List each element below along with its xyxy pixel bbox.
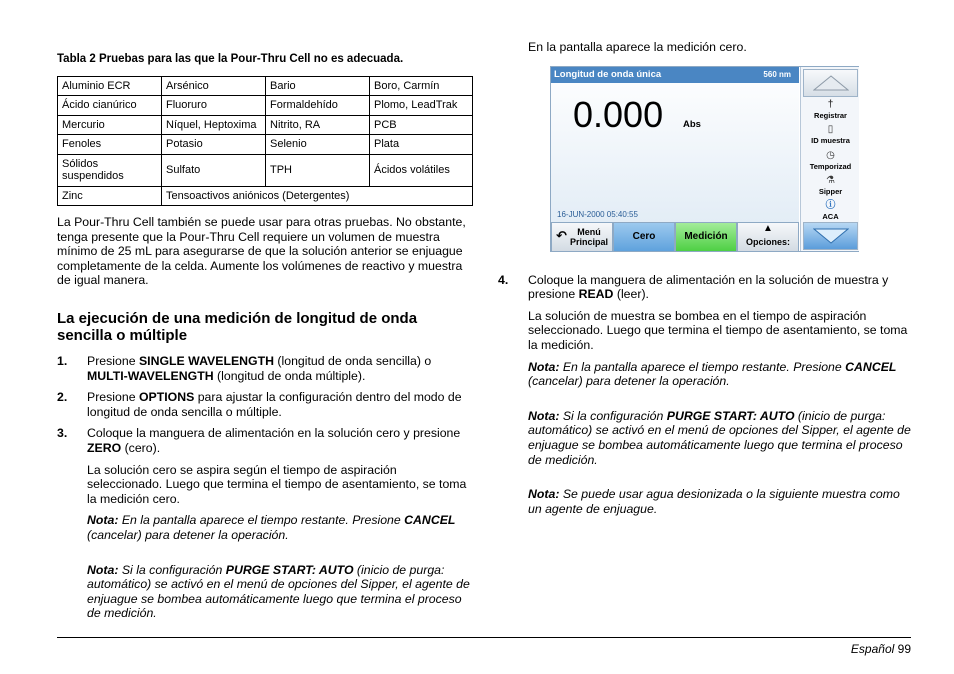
measurement-area [551,67,799,222]
note-purge [498,409,914,467]
step-text: Presione [87,390,139,405]
bottom-toolbar [551,222,799,252]
note-water [498,487,914,516]
step-3 [57,426,473,455]
screen-title: Longitud de onda única [554,69,662,80]
table-cell: TPH [266,154,370,186]
button-label: Opciones: [745,237,790,247]
reading-unit: Abs [683,119,701,130]
table-row [58,115,473,135]
table-row [58,76,473,96]
table-title: Tabla 2 Pruebas para las que la Pour-Thru Cell no es adecuada. [57,53,404,65]
tests-table [57,76,473,207]
steps-list [57,354,473,621]
reading-value: 0.000 [573,94,664,135]
step-key: SINGLE WAVELENGTH [138,354,274,369]
left-column [57,52,473,641]
screen-header [551,67,799,83]
note-text: Si la configuración [118,562,226,577]
step-text: (cero). [121,441,161,456]
table-cell: Zinc [58,186,162,206]
footer-language: Español [850,642,895,656]
table-row [58,135,473,155]
step-number: 4. [498,272,509,287]
pin-icon: † [827,99,834,110]
timer-icon: ◷ [826,150,835,161]
note-purge [57,563,473,621]
info-icon: ⓘ [825,200,836,211]
side-toolbar [800,67,859,251]
side-item-label: Temporizad [809,162,852,171]
table-row [58,154,473,186]
zero-button[interactable]: Cero [613,222,675,252]
table-cell: Mercurio [58,115,162,135]
arrow-up-icon [813,75,849,91]
sample-id-button[interactable] [803,122,858,147]
step-number: 1. [57,354,68,369]
table-cell: Ácido cianúrico [58,96,162,116]
note-label: Nota: [87,562,119,577]
note-key: CANCEL [404,513,456,528]
section-title: La ejecución de una medición de longitud de onda sencilla o múltiple [57,310,418,345]
table-cell: Selenio [266,135,370,155]
table-cell: Aluminio ECR [58,76,162,96]
table-cell: Plata [370,135,473,155]
note-text: En la pantalla aparece el tiempo restante. Presione [118,513,405,528]
table-cell: Sólidos suspendidos [58,154,162,186]
footer-rule [57,637,911,638]
zero-display-text: En la pantalla aparece la medición cero. [528,40,747,54]
timer-button[interactable] [803,148,858,173]
back-arrow-icon: ↶ [556,228,567,243]
table-cell: Fluoruro [162,96,266,116]
table-cell: Plomo, LeadTrak [370,96,473,116]
table-cell: Ácidos volátiles [370,154,473,186]
table-cell: Fenoles [58,135,162,155]
table-cell: Nitrito, RA [266,115,370,135]
table-cell: Bario [266,76,370,96]
step-text: Presione [87,354,139,369]
note-label: Nota: [528,408,560,423]
footer [851,642,911,657]
read-button[interactable]: Medición [675,222,737,252]
step-4-detail: La solución de muestra se bombea en el tiempo de aspiración seleccionado. Luego que termina el tiempo de asentamiento, se toma la medición. [528,308,908,352]
table-cell: Níquel, Heptoxima [162,115,266,135]
note-text: Si la configuración [559,408,667,423]
step-2 [57,390,473,419]
instrument-screen [550,66,859,252]
step-text: (longitud de onda múltiple). [213,368,366,383]
step-number: 3. [57,426,68,441]
intro-paragraph: La Pour-Thru Cell también se puede usar para otras pruebas. No obstante, tenga presente que la Pour-Thru Cell requiere un volumen de muestra mínimo de 25 mL para asegurarse de que la solución anterior se enjuague completamente de la celda. Aumente los volúmenes de reactivo y muestra de igual manera. [57,215,466,288]
step-key: READ [578,287,614,302]
note-text: (cancelar) para detener la operación. [528,374,730,389]
button-label: Principal [569,237,608,247]
note-key: PURGE START: AUTO [666,408,795,423]
table-cell: PCB [370,115,473,135]
side-item-label: Registrar [814,111,847,120]
note-label: Nota: [87,513,119,528]
step-key: MULTI-WAVELENGTH [87,368,214,383]
table-cell: Potasio [162,135,266,155]
step-text: (leer). [613,287,649,302]
table-row [58,186,473,206]
note-label: Nota: [528,487,560,502]
wavelength-readout: 560 nm [763,70,791,79]
table-row [58,96,473,116]
note-text: Se puede usar agua desionizada o la siguiente muestra como un agente de enjuague. [528,487,900,516]
step-text: Coloque la manguera de alimentación en la solución de muestra y presione [528,272,889,302]
note-label: Nota: [528,359,560,374]
aca-button[interactable] [803,198,858,223]
sipper-icon: ⚗ [826,175,835,186]
options-button[interactable] [737,222,799,252]
button-label: Menú [577,227,601,237]
table-cell: Boro, Carmín [370,76,473,96]
step-key: OPTIONS [138,390,195,405]
register-button[interactable] [803,97,858,122]
note-cancel [57,513,473,542]
page-number: 99 [897,642,911,656]
table-cell: Formaldehído [266,96,370,116]
table-cell: Sulfato [162,154,266,186]
side-item-label: ACA [822,212,839,221]
step-4 [498,273,914,302]
scroll-up-button[interactable] [803,69,858,97]
note-text: En la pantalla aparece el tiempo restante. Presione [559,359,846,374]
beaker-icon: ▯ [827,124,834,135]
main-menu-button[interactable] [551,222,613,252]
step-number: 2. [57,390,68,405]
note-key: PURGE START: AUTO [225,562,354,577]
sipper-button[interactable] [803,173,858,198]
note-text: (inicio de purga: automático) se activó en el menú de opciones del Sipper, el agente de enjuague se bombea automáticamente luego que termina el proceso de medición. [87,562,470,621]
arrow-down-icon [813,228,849,244]
note-text: (cancelar) para detener la operación. [87,528,289,542]
step-3-detail: La solución cero se aspira según el tiempo de aspiración seleccionado. Luego que termina el tiempo de asentamiento, se toma la medición cero. [87,462,467,506]
side-item-label: ID muestra [811,136,850,145]
table-cell: Tensoactivos aniónicos (Detergentes) [162,186,473,206]
step-key: ZERO [87,441,122,456]
step-1 [57,354,473,383]
note-key: CANCEL [845,359,897,374]
note-cancel [498,360,914,389]
step-text: Coloque la manguera de alimentación en la solución cero y presione [87,426,461,441]
scroll-down-button[interactable] [803,222,858,250]
step-text: para ajustar la configuración dentro del modo de longitud de onda sencilla o múltiple. [87,390,462,419]
table-cell: Arsénico [162,76,266,96]
note-text: (inicio de purga: automático) se activó en el menú de opciones del Sipper, el agente de enjuague se bombea automáticamente luego que termina el proceso de medición. [528,408,911,467]
step-text: (longitud de onda sencilla) o [274,354,432,369]
caret-up-icon: ▲ [763,223,773,234]
side-item-label: Sipper [818,187,843,196]
datetime: 16-JUN-2000 05:40:55 [557,210,638,219]
